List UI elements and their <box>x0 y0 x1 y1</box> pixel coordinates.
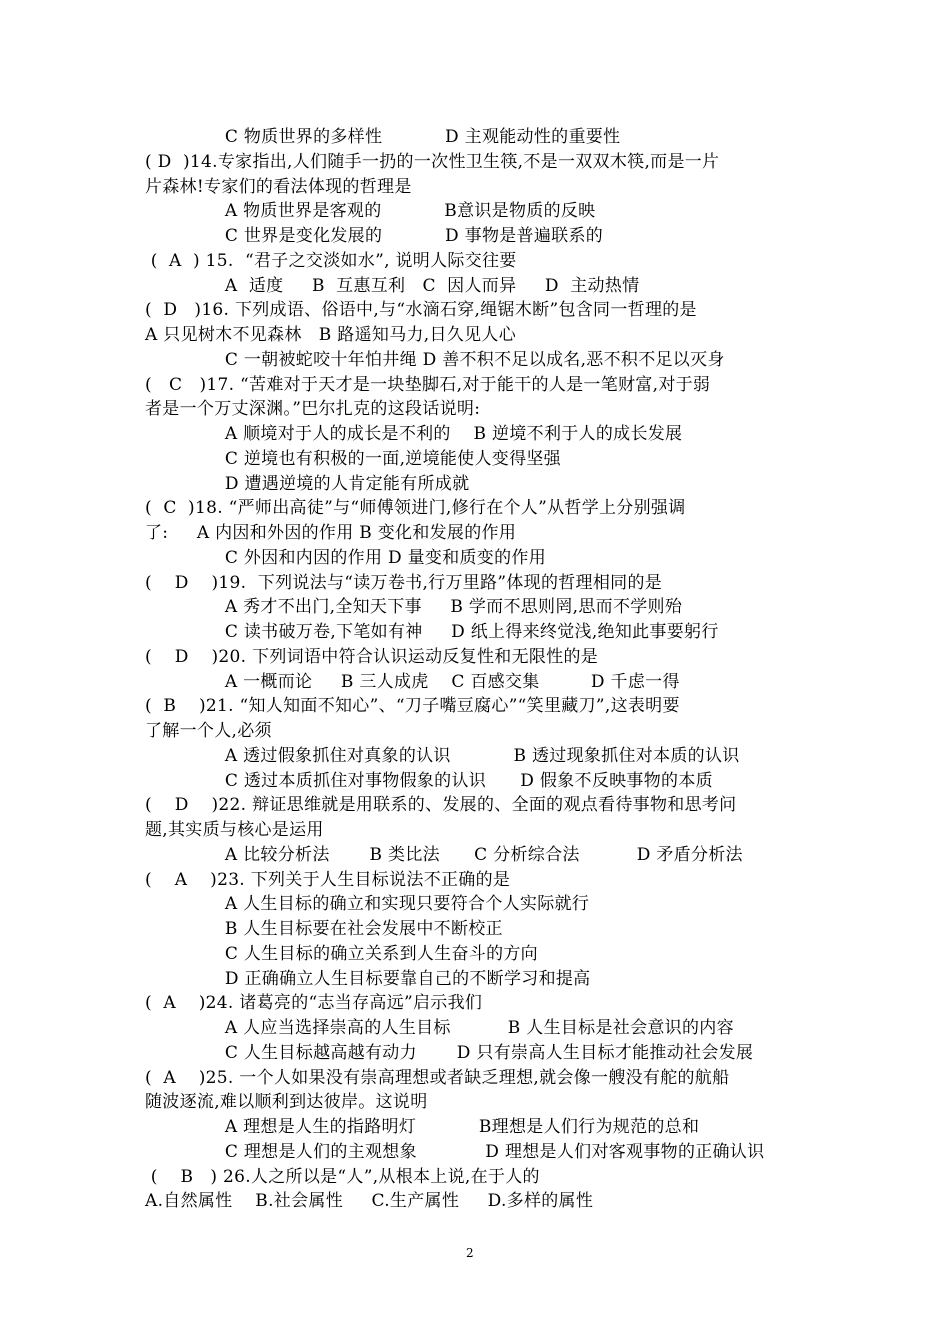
text-line: C 人生目标越高越有动力 D 只有崇高人生目标才能推动社会发展 <box>145 1043 754 1063</box>
text-line: ( A )23. 下列关于人生目标说法不正确的是 <box>145 870 511 890</box>
text-line: A.自然属性 B.社会属性 C.生产属性 D.多样的属性 <box>145 1191 594 1211</box>
text-line: A 适度 B 互惠互利 C 因人而异 D 主动热情 <box>145 276 640 296</box>
text-line: ( D )22. 辩证思维就是用联系的、发展的、全面的观点看待事物和思考问 <box>145 795 737 815</box>
text-line: ( A )24. 诸葛亮的“志当存高远”启示我们 <box>145 993 483 1013</box>
text-line: A 只见树木不见森林 B 路遥知马力,日久见人心 <box>145 325 516 345</box>
text-line: D 遭遇逆境的人肯定能有所成就 <box>145 474 470 494</box>
text-line: ( C )18. “严师出高徒”与“师傅领进门,修行在个人”从哲学上分别强调 <box>145 498 686 518</box>
text-line: ( B )21. “知人知面不知心”、“刀子嘴豆腐心”“笑里藏刀”,这表明要 <box>145 696 680 716</box>
text-line: A 人生目标的确立和实现只要符合个人实际就行 <box>145 894 590 914</box>
page-number: 2 <box>466 1246 474 1260</box>
text-line: A 人应当选择崇高的人生目标 B 人生目标是社会意识的内容 <box>145 1018 734 1038</box>
text-line: C 外因和内因的作用 D 量变和质变的作用 <box>145 548 547 568</box>
text-line: A 顺境对于人的成长是不利的 B 逆境不利于人的成长发展 <box>145 424 683 444</box>
text-line: C 理想是人们的主观想象 D 理想是人们对客观事物的正确认识 <box>145 1142 765 1162</box>
text-line: 片森林!专家们的看法体现的哲理是 <box>145 177 412 197</box>
text-line: C 一朝被蛇咬十年怕井绳 D 善不积不足以成名,恶不积不足以灭身 <box>145 350 725 370</box>
text-line: A 透过假象抓住对真象的认识 B 透过现象抓住对本质的认识 <box>145 746 740 766</box>
text-line: D 正确确立人生目标要靠自己的不断学习和提高 <box>145 969 591 989</box>
text-line: C 世界是变化发展的 D 事物是普遍联系的 <box>145 226 604 246</box>
text-line: ( D )19. 下列说法与“读万卷书,行万里路”体现的哲理相同的是 <box>145 573 663 593</box>
text-line: A 秀才不出门,全知天下事 B 学而不思则罔,思而不学则殆 <box>145 597 683 617</box>
text-line: C 物质世界的多样性 D 主观能动性的重要性 <box>145 127 621 147</box>
text-line: ( D )20. 下列词语中符合认识运动反复性和无限性的是 <box>145 647 599 667</box>
text-line: 题,其实质与核心是运用 <box>145 820 324 840</box>
text-line: ( A ) 15. “君子之交淡如水”, 说明人际交往要 <box>145 251 517 271</box>
text-line: C 逆境也有积极的一面,逆境能使人变得坚强 <box>145 449 561 469</box>
text-line: C 读书破万卷,下笔如有神 D 纸上得来终觉浅,绝知此事要躬行 <box>145 622 719 642</box>
text-line: 了解一个人,必须 <box>145 721 272 741</box>
text-line: ( D )16. 下列成语、俗语中,与“水滴石穿,绳锯木断”包含同一哲理的是 <box>145 300 697 320</box>
text-line: 者是一个万丈深渊。”巴尔扎克的这段话说明: <box>145 399 481 419</box>
text-line: A 理想是人生的指路明灯 B理想是人们行为规范的总和 <box>145 1117 700 1137</box>
text-line: ( A )25. 一个人如果没有崇高理想或者缺乏理想,就会像一艘没有舵的航船 <box>145 1068 730 1088</box>
text-line: A 比较分析法 B 类比法 C 分析综合法 D 矛盾分析法 <box>145 845 743 865</box>
text-line: A 一概而论 B 三人成虎 C 百感交集 D 千虑一得 <box>145 672 680 692</box>
text-line: B 人生目标要在社会发展中不断校正 <box>145 919 503 939</box>
text-line: C 人生目标的确立关系到人生奋斗的方向 <box>145 944 538 964</box>
text-line: A 物质世界是客观的 B意识是物质的反映 <box>145 201 596 221</box>
text-line: ( D )14.专家指出,人们随手一扔的一次性卫生筷,不是一双双木筷,而是一片 <box>145 152 720 172</box>
text-line: ( C )17. “苦难对于天才是一块垫脚石,对于能干的人是一笔财富,对于弱 <box>145 375 711 395</box>
text-line: C 透过本质抓住对事物假象的认识 D 假象不反映事物的本质 <box>145 771 713 791</box>
text-line: 随波逐流,难以顺利到达彼岸。这说明 <box>145 1092 428 1112</box>
text-line: 了: A 内因和外因的作用 B 变化和发展的作用 <box>145 523 517 543</box>
text-line: ( B ) 26.人之所以是“人”,从根本上说,在于人的 <box>145 1167 540 1187</box>
